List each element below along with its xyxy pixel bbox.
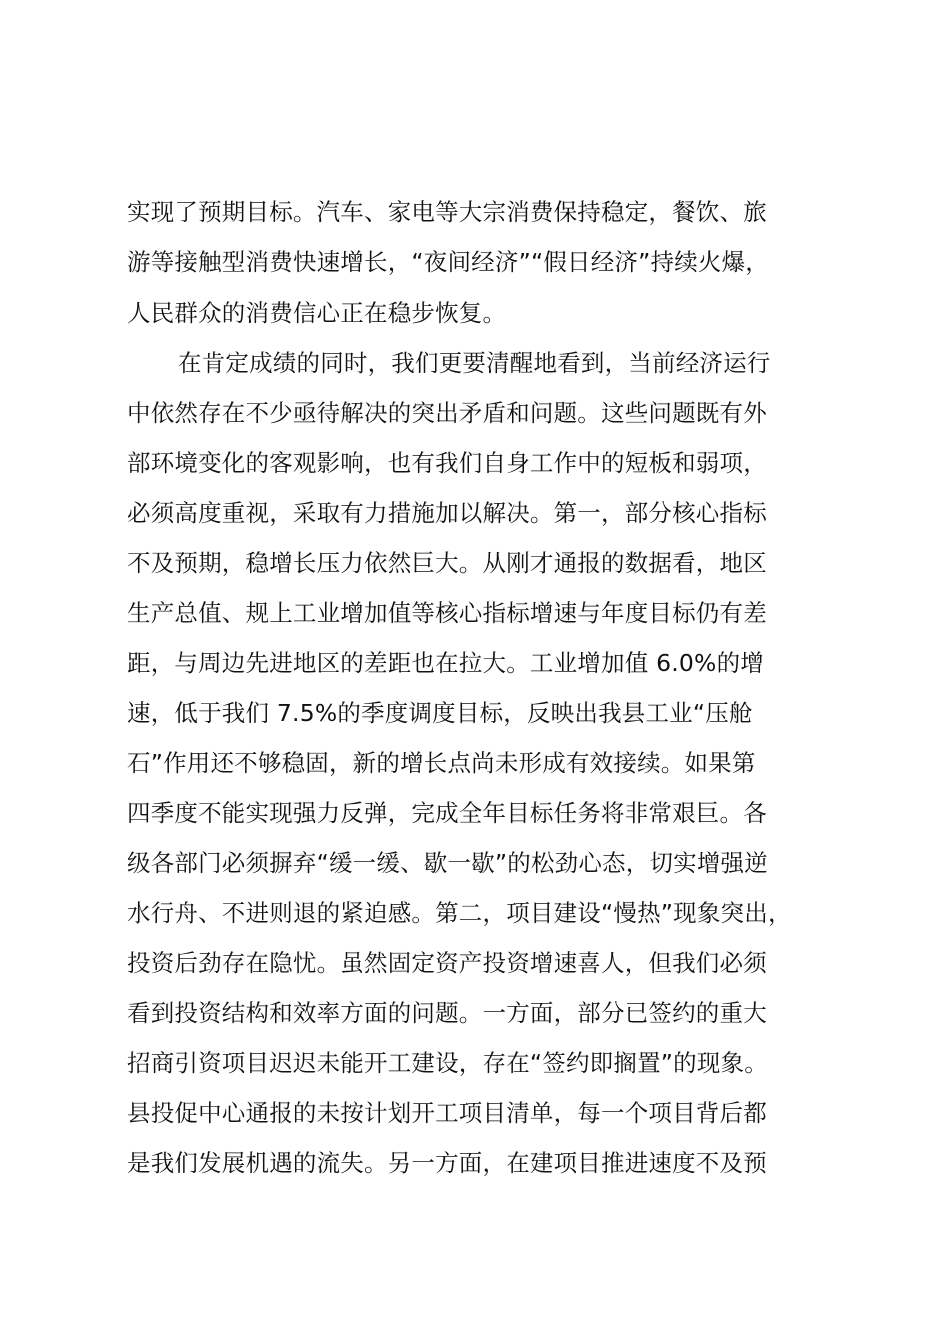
text-line: 是我们发展机遇的流失。另一方面，在建项目推进速度不及预 bbox=[127, 1149, 767, 1177]
paragraph-first-line: 在肯定成绩的同时，我们更要清醒地看到，当前经济运行 bbox=[178, 349, 771, 377]
text-line: 游等接触型消费快速增长，“夜间经济”“假日经济”持续火爆， bbox=[127, 248, 769, 276]
text-line: 四季度不能实现强力反弹，完成全年目标任务将非常艰巨。各 bbox=[127, 799, 767, 827]
text-line: 距，与周边先进地区的差距也在拉大。工业增加值 6.0%的增 bbox=[127, 649, 764, 677]
text-line: 中依然存在不少亟待解决的突出矛盾和问题。这些问题既有外 bbox=[127, 399, 767, 427]
text-line: 速，低于我们 7.5%的季度调度目标，反映出我县工业“压舱 bbox=[127, 699, 753, 727]
text-line: 人民群众的消费信心正在稳步恢复。 bbox=[127, 299, 507, 327]
text-line: 不及预期，稳增长压力依然巨大。从刚才通报的数据看，地区 bbox=[127, 549, 767, 577]
text-line: 水行舟、不进则退的紧迫感。第二，项目建设“慢热”现象突出， bbox=[127, 899, 792, 927]
text-line: 招商引资项目迟迟未能开工建设，存在“签约即搁置”的现象。 bbox=[127, 1049, 768, 1077]
text-line: 石”作用还不够稳固，新的增长点尚未形成有效接续。如果第 bbox=[127, 749, 756, 777]
text-line: 县投促中心通报的未按计划开工项目清单，每一个项目背后都 bbox=[127, 1099, 767, 1127]
text-line: 生产总值、规上工业增加值等核心指标增速与年度目标仍有差 bbox=[127, 599, 767, 627]
text-line: 投资后劲存在隐忧。虽然固定资产投资增速喜人，但我们必须 bbox=[127, 949, 767, 977]
text-line: 实现了预期目标。汽车、家电等大宗消费保持稳定，餐饮、旅 bbox=[127, 198, 767, 226]
text-line: 必须高度重视，采取有力措施加以解决。第一，部分核心指标 bbox=[127, 499, 767, 527]
text-line: 部环境变化的客观影响，也有我们自身工作中的短板和弱项， bbox=[127, 449, 767, 477]
text-line: 看到投资结构和效率方面的问题。一方面，部分已签约的重大 bbox=[127, 999, 767, 1027]
text-line: 级各部门必须摒弃“缓一缓、歇一歇”的松劲心态，切实增强逆 bbox=[127, 849, 768, 877]
